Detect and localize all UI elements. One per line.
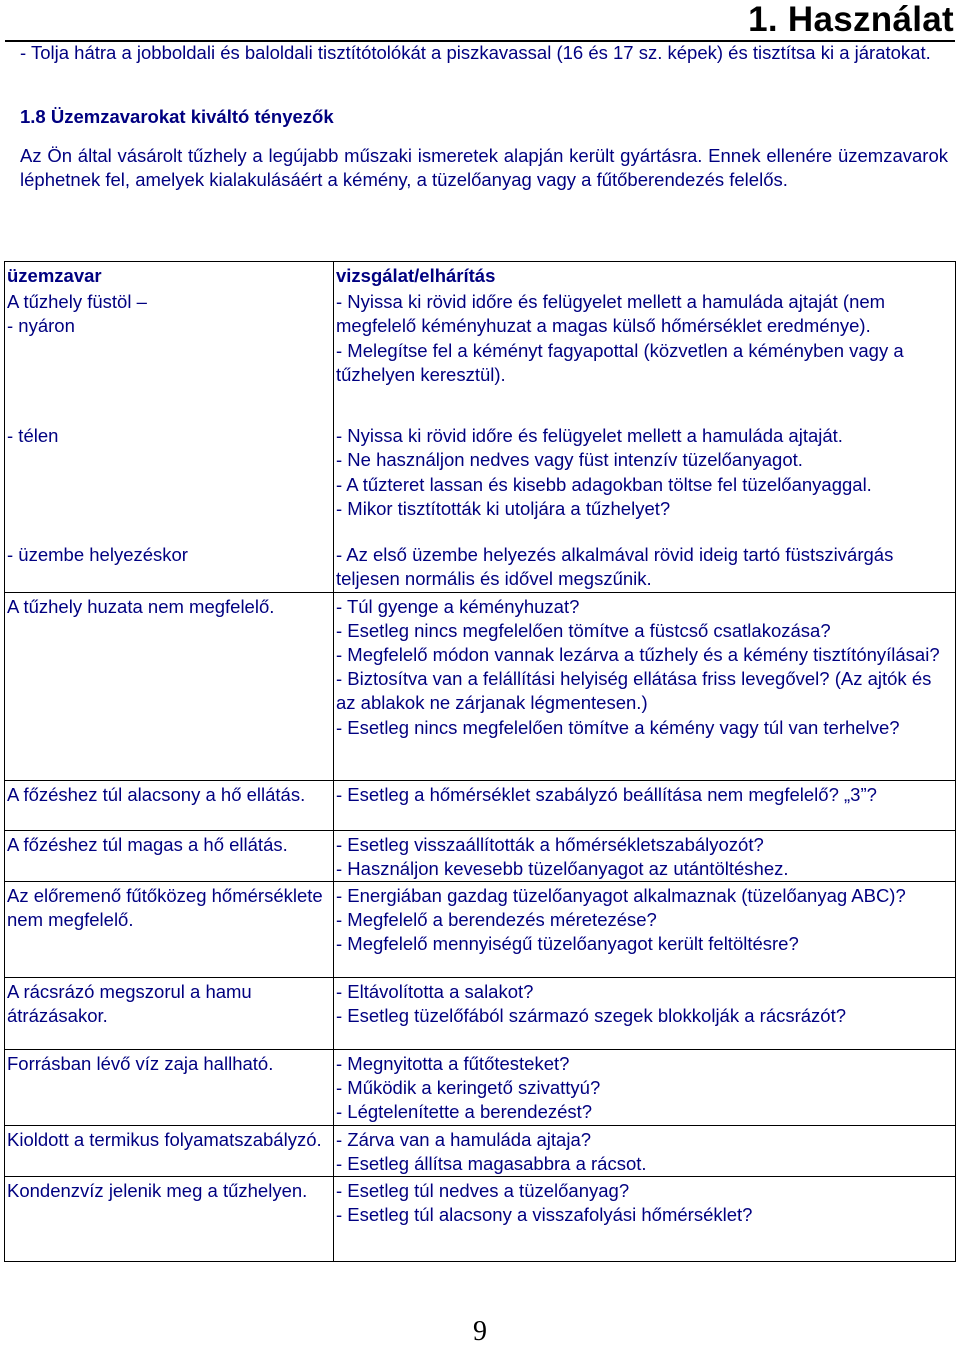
fault-cell: [5, 830, 334, 881]
remedy-text: - Megfelelő módon vannak lezárva a tűzhely és a kémény tisztítónyílásai?: [336, 644, 940, 666]
remedy-text: - Esetleg visszaállították a hőmérsékletszabályozót?: [336, 833, 764, 855]
remedy-text: - Energiában gazdag tüzelőanyagot alkalmaznak (tüzelőanyag ABC)?: [336, 885, 906, 907]
fault-text: Az előremenő fűtőközeg hőmérséklete nem megfelelő.: [7, 885, 323, 931]
remedy-text: - Túl gyenge a kéményhuzat?: [336, 595, 580, 617]
remedy-cell: [334, 882, 956, 978]
remedy-text: - Megnyitotta a fűtőtesteket?: [336, 1053, 570, 1075]
fault-text: A tűzhely huzata nem megfelelő.: [7, 595, 275, 617]
table-header-row: [5, 262, 956, 289]
page-number: 9: [473, 1316, 487, 1347]
fault-cell: [5, 780, 334, 830]
fault-text: - nyáron: [7, 315, 75, 337]
remedy-text: - Légtelenítette a berendezést?: [336, 1101, 593, 1123]
table-row: [5, 882, 956, 978]
header-fault: üzemzavar: [5, 262, 334, 289]
remedy-text: - Esetleg állítsa magasabbra a rácsot.: [336, 1152, 647, 1174]
remedy-text: - Biztosítva van a felállítási helyiség ellátása friss levegővel? (Az ajtók és az ablakok ne zárjanak légmentesen.): [336, 668, 932, 714]
fault-text: A tűzhely füstöl –: [7, 291, 147, 313]
remedy-text: - Ne használjon nedves vagy füst intenzív tüzelőanyagot.: [336, 449, 803, 471]
page-header-title: 1. Használat: [748, 0, 954, 39]
fault-cell: [5, 1125, 334, 1176]
remedy-text: - A tűzteret lassan és kisebb adagokban töltse fel tüzelőanyaggal.: [336, 473, 872, 495]
remedy-cell: [334, 1125, 956, 1176]
remedy-cell: [334, 288, 956, 422]
fault-cell: [5, 1177, 334, 1262]
fault-cell: [5, 978, 334, 1050]
fault-text: A főzéshez túl magas a hő ellátás.: [7, 833, 288, 855]
fault-text: A főzéshez túl alacsony a hő ellátás.: [7, 783, 306, 805]
remedy-cell: [334, 1177, 956, 1262]
remedy-text: - Működik a keringető szivattyú?: [336, 1077, 601, 1099]
table-row: [5, 541, 956, 592]
table-row: [5, 978, 956, 1050]
fault-cell: [5, 288, 334, 422]
table-row: [5, 1050, 956, 1126]
table-row: [5, 422, 956, 541]
remedy-cell: [334, 830, 956, 881]
remedy-text: - Esetleg tüzelőfából származó szegek blokkolják a rácsrázót?: [336, 1005, 847, 1027]
remedy-cell: [334, 541, 956, 592]
remedy-cell: [334, 422, 956, 541]
table-row: [5, 592, 956, 780]
remedy-text: - Esetleg túl alacsony a visszafolyási hőmérséklet?: [336, 1204, 753, 1226]
remedy-text: - Az első üzembe helyezés alkalmával rövid ideig tartó füstszivárgás teljesen normális és idővel megszűnik.: [336, 544, 894, 590]
fault-text: - üzembe helyezéskor: [7, 544, 188, 566]
fault-text: A rácsrázó megszorul a hamu átrázásakor.: [7, 981, 252, 1027]
fault-cell: [5, 592, 334, 780]
fault-text: - télen: [7, 425, 59, 447]
section-heading: 1.8 Üzemzavarokat kiváltó tényezők: [20, 106, 334, 127]
fault-cell: [5, 422, 334, 541]
fault-cell: [5, 882, 334, 978]
remedy-text: - Megfelelő mennyiségű tüzelőanyagot került feltöltésre?: [336, 933, 799, 955]
table-row: [5, 780, 956, 830]
remedy-text: - Mikor tisztították ki utoljára a tűzhelyet?: [336, 497, 671, 519]
remedy-cell: [334, 1050, 956, 1126]
fault-text: Kondenzvíz jelenik meg a tűzhelyen.: [7, 1180, 308, 1202]
remedy-text: - Esetleg a hőmérséklet szabályzó beállítása nem megfelelő? „3”?: [336, 783, 877, 805]
troubleshooting-table: [4, 261, 956, 1262]
remedy-text: - Esetleg nincs megfelelően tömítve a füstcső csatlakozása?: [336, 619, 831, 641]
table-row: [5, 830, 956, 881]
fault-cell: [5, 1050, 334, 1126]
table-row: [5, 288, 956, 422]
table-row: [5, 1177, 956, 1262]
fault-text: Forrásban lévő víz zaja hallható.: [7, 1053, 274, 1075]
description-paragraph: Az Ön által vásárolt tűzhely a legújabb műszaki ismeretek alapján került gyártásra. Ennek ellenére üzemzavarok léphetnek fel, amelyek kialakulásáért a kémény, a tüzelőanyag vagy a fűtőberendezés felelős.: [20, 145, 948, 190]
remedy-cell: [334, 978, 956, 1050]
header-remedy: vizsgálat/elhárítás: [334, 262, 956, 289]
remedy-cell: [334, 780, 956, 830]
remedy-text: - Eltávolította a salakot?: [336, 981, 534, 1003]
remedy-text: - Megfelelő a berendezés méretezése?: [336, 909, 657, 931]
remedy-cell: [334, 592, 956, 780]
fault-cell: [5, 541, 334, 592]
remedy-text: - Zárva van a hamuláda ajtaja?: [336, 1128, 592, 1150]
fault-text: Kioldott a termikus folyamatszabályzó.: [7, 1128, 322, 1150]
intro-paragraph: - Tolja hátra a jobboldali és baloldali tisztítótolókát a piszkavassal (16 és 17 sz. képek) és tisztítsa ki a járatokat.: [20, 42, 931, 63]
remedy-text: - Használjon kevesebb tüzelőanyagot az utántöltéshez.: [336, 857, 789, 879]
remedy-text: - Nyissa ki rövid időre és felügyelet mellett a hamuláda ajtaját (nem megfelelő kéményhuzat a magas külső hőmérséklet eredménye).: [336, 291, 886, 337]
remedy-text: - Melegítse fel a kéményt fagyapottal (közvetlen a kéményben vagy a tűzhelyen keresztül).: [336, 339, 904, 385]
remedy-text: - Esetleg nincs megfelelően tömítve a kémény vagy túl van terhelve?: [336, 716, 900, 738]
remedy-text: - Esetleg túl nedves a tüzelőanyag?: [336, 1180, 630, 1202]
table-row: [5, 1125, 956, 1176]
remedy-text: - Nyissa ki rövid időre és felügyelet mellett a hamuláda ajtaját.: [336, 425, 843, 447]
